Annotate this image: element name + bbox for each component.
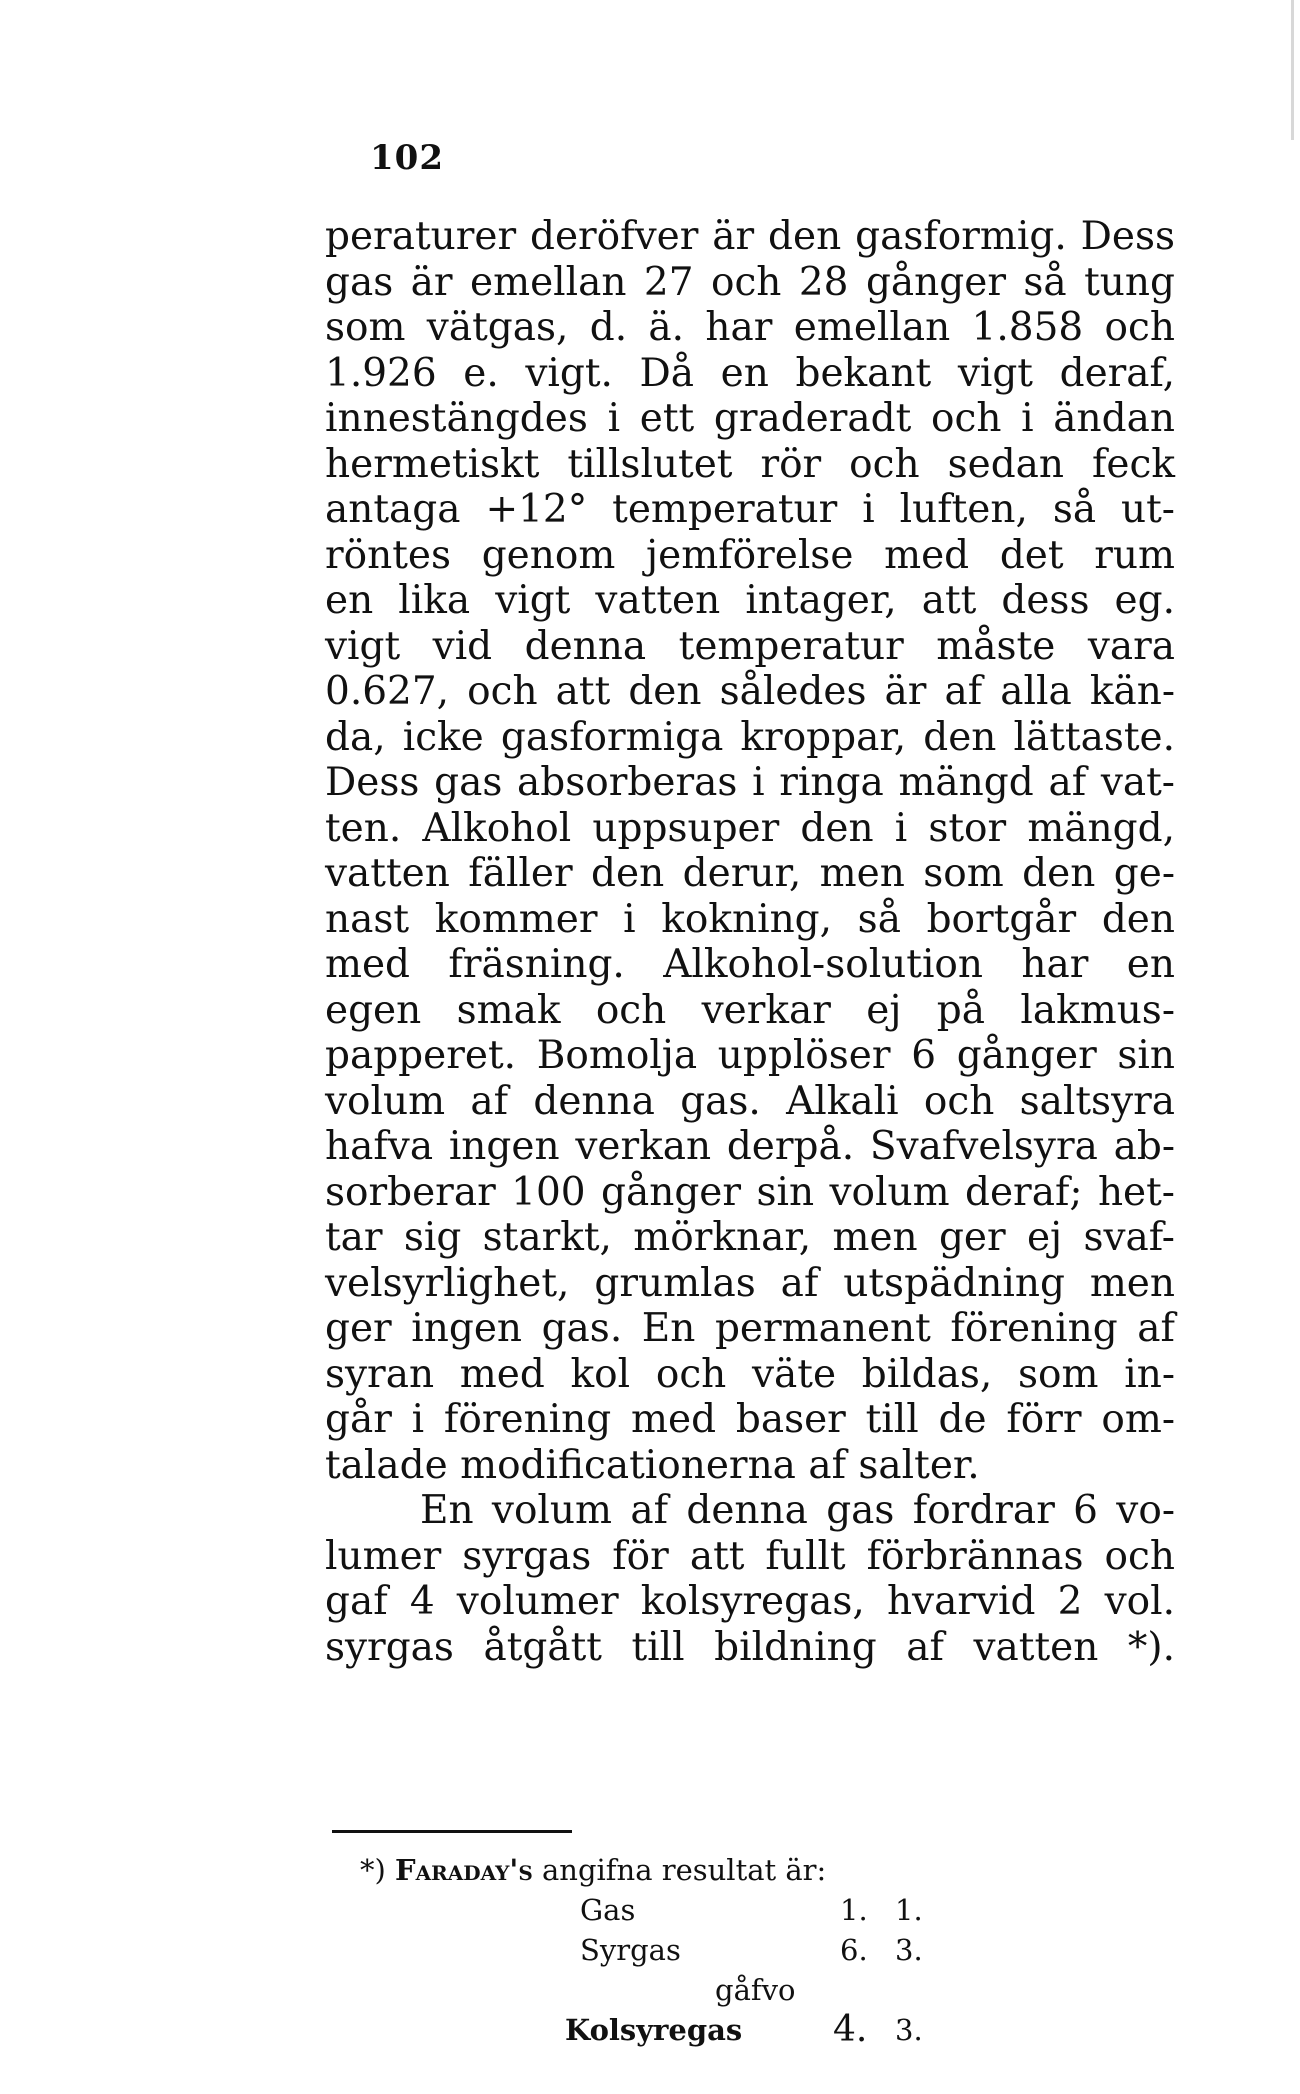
text-line: velsyrlighet, grumlas af utspädning men (325, 1260, 1175, 1306)
text-line: papperet. Bomolja upplöser 6 gånger sin (325, 1033, 1175, 1078)
footnote-row-value-1: 4. (833, 2009, 868, 2050)
footnote-row-name: Kolsyregas (565, 2013, 743, 2047)
text-line: en lika vigt vatten intager, att dess eg. (325, 578, 1175, 623)
footnote-row-syrgas (360, 1930, 1040, 1970)
text-line: som vätgas, d. ä. har emellan 1.858 och (325, 305, 1175, 350)
text-line: 0.627, och att den således är af alla kän- (325, 669, 1175, 714)
text-line: 1.926 e. vigt. Då en bekant vigt deraf, (325, 350, 1175, 396)
text-line: vigt vid denna temperatur måste vara (325, 623, 1175, 669)
footnote-row-name: Gas (580, 1893, 636, 1927)
text-line: antaga +12° temperatur i luften, så ut- (325, 487, 1175, 532)
footnote-row-name: Syrgas (580, 1933, 681, 1967)
text-line: gas är emellan 27 och 28 gånger så tung (325, 259, 1175, 305)
text-line: hermetiskt tillslutet rör och sedan feck (325, 441, 1175, 487)
footnote-text: angifna resultat är: (541, 1853, 827, 1887)
text-line: hafva ingen verkan derpå. Svafvelsyra ab- (325, 1124, 1175, 1169)
text-line: ger ingen gas. En permanent förening af (325, 1306, 1175, 1351)
footnote-separator (332, 1830, 572, 1833)
text-line: med fräsning. Alkohol-solution har en (325, 942, 1175, 987)
footnote-marker: *) (360, 1853, 386, 1887)
text-line: syrgas åtgått till bildning af vatten *). (325, 1624, 1175, 1670)
footnote (360, 1850, 1040, 2050)
footnote-row-kolsyregas (360, 2010, 1040, 2050)
text-line: innestängdes i ett graderadt och i ändan (325, 396, 1175, 441)
text-line: Dess gas absorberas i ringa mängd af vat- (325, 760, 1175, 805)
text-line: vatten fäller den derur, men som den ge- (325, 851, 1175, 896)
text-line: tar sig starkt, mörknar, men ger ej svaf- (325, 1215, 1175, 1260)
text-line: ten. Alkohol uppsuper den i stor mängd, (325, 805, 1175, 851)
footnote-row-value-2: 1. (895, 1893, 923, 1927)
footnote-row-value-2: 3. (895, 1933, 923, 1967)
text-line: talade modificationerna af salter. (325, 1442, 980, 1488)
text-line: går i förening med baser till de förr om- (325, 1397, 1175, 1442)
footnote-row-value-1: 6. (840, 1933, 868, 1967)
text-line: volum af denna gas. Alkali och saltsyra (325, 1078, 1175, 1124)
text-line: da, icke gasformiga kroppar, den lättaste. (325, 714, 1175, 760)
page-edge-shadow (1291, 0, 1294, 140)
text-line: sorberar 100 gånger sin volum deraf; het- (325, 1169, 1175, 1215)
text-line: syran med kol och väte bildas, som in- (325, 1351, 1175, 1397)
text-line-paragraph-start: En volum af denna gas fordrar 6 vo- (420, 1488, 1175, 1533)
page-number: 102 (370, 138, 444, 178)
body-text (325, 214, 1175, 1670)
footnote-row-value-1: 1. (840, 1893, 868, 1927)
text-line: lumer syrgas för att fullt förbrännas och (325, 1533, 1175, 1579)
text-line: gaf 4 volumer kolsyregas, hvarvid 2 vol. (325, 1579, 1175, 1624)
text-line: egen smak och verkar ej på lakmus- (325, 987, 1175, 1033)
text-line: röntes genom jemförelse med det rum (325, 532, 1175, 578)
footnote-header (360, 1850, 1040, 1890)
footnote-row-name: gåfvo (715, 1973, 796, 2007)
text-line: peraturer deröfver är den gasformig. Dess (325, 214, 1175, 259)
footnote-author: Faraday's (395, 1853, 533, 1887)
footnote-row-gafvo (360, 1970, 1040, 2010)
footnote-row-gas (360, 1890, 1040, 1930)
text-line: nast kommer i kokning, så bortgår den (325, 896, 1175, 942)
footnote-row-value-2: 3. (895, 2013, 923, 2047)
